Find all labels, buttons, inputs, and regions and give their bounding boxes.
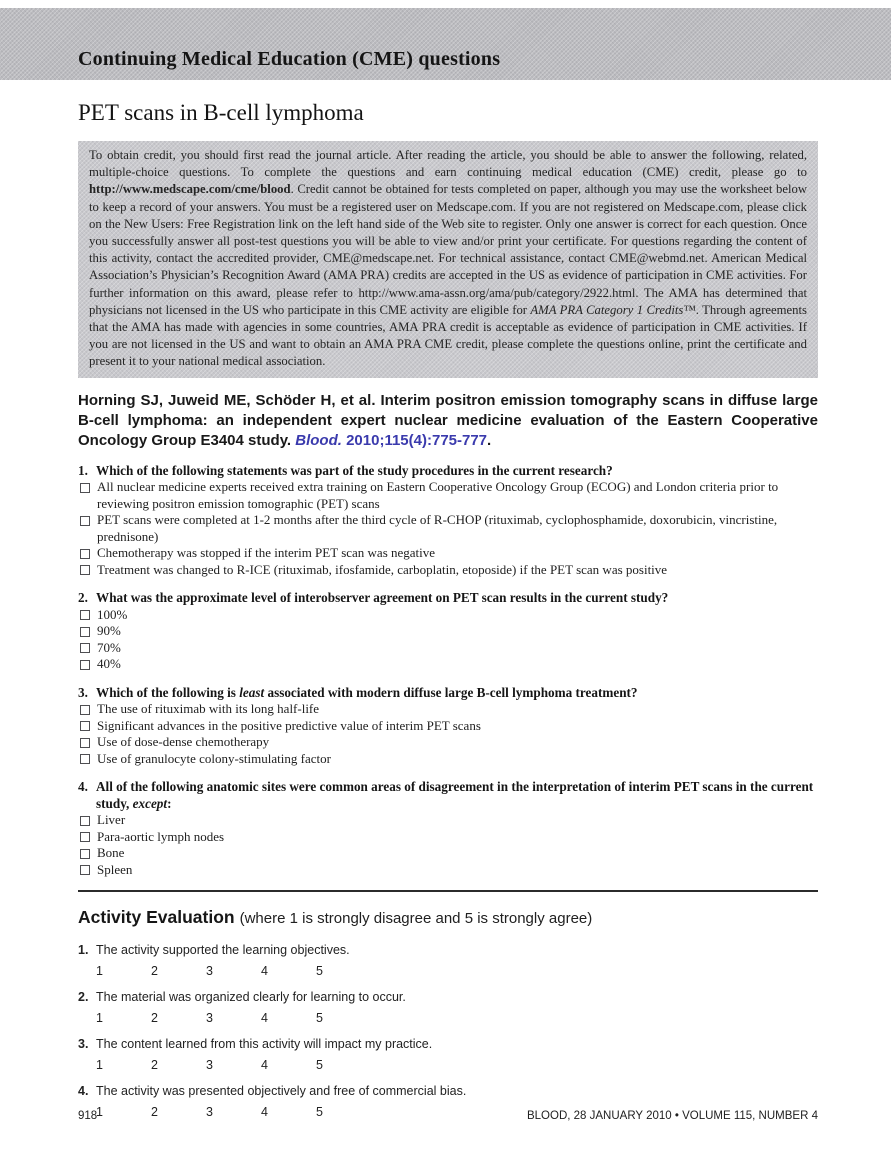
rating-option-3[interactable]: 3 [206,964,213,979]
cme-section-title: Continuing Medical Education (CME) questions [78,48,501,70]
evaluation-item-text: The material was organized clearly for learning to occur. [96,990,406,1005]
option-label: Liver [97,812,126,828]
page-number: 918 [78,1110,98,1122]
question-3-heading [78,685,818,702]
checkbox-icon[interactable] [80,738,90,748]
option-label: Use of granulocyte colony-stimulating factor [97,750,331,766]
question-3 [78,685,818,768]
rating-option-2[interactable]: 2 [151,1011,158,1026]
question-prompt: What was the approximate level of interobserver agreement on PET scan results in the current study? [96,590,669,606]
evaluation-item-2 [78,989,818,1026]
answer-option[interactable] [78,512,818,545]
checkbox-icon[interactable] [80,516,90,526]
option-label: Significant advances in the positive predictive value of interim PET scans [97,717,481,733]
activity-evaluation-title: Activity Evaluation [78,907,235,928]
rating-option-5[interactable]: 5 [316,1058,323,1073]
question-number: 3. [78,684,88,700]
answer-option[interactable] [78,829,818,846]
checkbox-icon[interactable] [80,832,90,842]
rating-option-2[interactable]: 2 [151,1105,158,1120]
option-label: Para-aortic lymph nodes [97,828,225,844]
medscape-cme-url: http://www.medscape.com/cme/blood [89,182,291,197]
rating-option-4[interactable]: 4 [261,1105,268,1120]
question-2-heading [78,590,818,607]
rating-scale [96,1010,818,1026]
rating-option-1[interactable]: 1 [96,964,103,979]
rating-option-5[interactable]: 5 [316,964,323,979]
instructions-text: . Credit cannot be obtained for tests completed on paper, although you may use the worksheet below to keep a record of your answers. You must be a registered user on Medscape.com. If you are not registered on Medscape.com, please click on the New Users: Free Registration link on the left hand side of the Web site to register. Only one answer is correct for each question. Once you successfully answer all post-test questions you will be able to view and/or print your certificate. For questions regarding the content of this activity, contact the accredited provider, CME@medscape.net. For technical assistance, contact CME@webmd.net. American Medical Association’s Physician’s Recognition Award (AMA PRA) credits are accepted in the US as evidence of participation in CME activities. For further information on this award, please refer to http://www.ama-assn.org/ama/pub/category/2922.html. The AMA has determined that physicians not licensed in the US who participate in this CME activity are eligible for [89,182,807,317]
rating-option-4[interactable]: 4 [261,1011,268,1026]
checkbox-icon[interactable] [80,660,90,670]
question-4 [78,779,818,878]
rating-option-1[interactable]: 1 [96,1058,103,1073]
checkbox-icon[interactable] [80,865,90,875]
evaluation-item-text: The activity supported the learning objectives. [96,943,350,958]
activity-evaluation-subtitle: (where 1 is strongly disagree and 5 is strongly agree) [239,910,593,928]
evaluation-item-number: 3. [78,1037,89,1052]
option-label: All nuclear medicine experts received extra training on Eastern Cooperative Oncology Group (ECOG) and London criteria prior to reviewing positron emission tomographic (PET) scans [97,479,779,511]
rating-option-2[interactable]: 2 [151,1058,158,1073]
question-2 [78,590,818,673]
citation-reference-link[interactable]: 2010;115(4):775-777 [341,431,488,449]
answer-option[interactable] [78,607,818,624]
citation-period: . [487,431,492,449]
rating-option-1[interactable]: 1 [96,1011,103,1026]
rating-option-1[interactable]: 1 [96,1105,103,1120]
evaluation-item-list [78,942,818,1120]
rating-option-4[interactable]: 4 [261,1058,268,1073]
journal-issue-info: BLOOD, 28 JANUARY 2010 • VOLUME 115, NUMBER 4 [526,1110,818,1122]
option-label: 100% [97,606,128,622]
evaluation-item-number: 4. [78,1084,89,1099]
answer-option[interactable] [78,545,818,562]
checkbox-icon[interactable] [80,483,90,493]
question-4-heading [78,779,818,812]
answer-option[interactable] [78,623,818,640]
option-label: Use of dose-dense chemotherapy [97,734,270,750]
option-label: Bone [97,845,125,861]
answer-option[interactable] [78,845,818,862]
option-label: 90% [97,623,121,639]
instructions-text: . Through agreements that the AMA has made with agencies in some countries, AMA PRA credit is acceptable as evidence of participation in CME activities. If you are not licensed in the US and want to obtain an AMA PRA CME credit, please complete the questions online, print the certificate and present it to your national medical association. [89,302,807,369]
section-divider [78,890,818,892]
answer-option[interactable] [78,751,818,768]
rating-option-3[interactable]: 3 [206,1058,213,1073]
rating-option-3[interactable]: 3 [206,1105,213,1120]
article-title: PET scans in B-cell lymphoma [78,100,364,125]
checkbox-icon[interactable] [80,610,90,620]
checkbox-icon[interactable] [80,816,90,826]
rating-option-3[interactable]: 3 [206,1011,213,1026]
activity-evaluation-section [78,907,818,1120]
rating-option-5[interactable]: 5 [316,1011,323,1026]
question-1 [78,463,818,579]
answer-option[interactable] [78,562,818,579]
option-label: 40% [97,656,121,672]
rating-option-4[interactable]: 4 [261,964,268,979]
instructions-text: To obtain credit, you should first read the journal article. After reading the article, you should be able to answer the following, related, multiple-choice questions. To complete the questions and earn continuing medical education (CME) credit, please go to [89,148,807,180]
rating-option-2[interactable]: 2 [151,964,158,979]
question-list [78,463,818,879]
rating-scale [96,1057,818,1073]
cme-header-band [0,8,891,80]
page-footer [78,1110,818,1122]
answer-option[interactable] [78,479,818,512]
option-label: 70% [97,639,121,655]
credit-instructions-box [78,141,818,378]
checkbox-icon[interactable] [80,549,90,559]
question-number: 1. [78,462,88,478]
evaluation-item-3 [78,1036,818,1073]
checkbox-icon[interactable] [80,627,90,637]
study-citation [78,391,818,451]
question-1-heading [78,463,818,480]
checkbox-icon[interactable] [80,721,90,731]
option-label: PET scans were completed at 1-2 months after the third cycle of R-CHOP (rituximab, cyclophosphamide, doxorubicin, vincristine, prednisone) [97,512,778,544]
answer-option[interactable] [78,656,818,673]
page-content [78,80,818,1130]
checkbox-icon[interactable] [80,849,90,859]
question-number: 4. [78,779,88,795]
ama-pra-credits-phrase: AMA PRA Category 1 Credits™ [530,302,696,317]
question-prompt: Which of the following statements was part of the study procedures in the current research? [96,462,613,478]
option-label: Chemotherapy was stopped if the interim PET scan was negative [97,545,436,561]
evaluation-item-text: The content learned from this activity will impact my practice. [96,1037,433,1052]
answer-option[interactable] [78,701,818,718]
option-label: Spleen [97,861,133,877]
journal-name-link[interactable]: Blood. [295,431,342,449]
option-label: Treatment was changed to R-ICE (rituximab, ifosfamide, carboplatin, etoposide) if the PET scan was positive [97,561,668,577]
rating-option-5[interactable]: 5 [316,1105,323,1120]
question-prompt: All of the following anatomic sites were common areas of disagreement in the interpretation of interim PET scans in the current study, except: [96,779,814,811]
evaluation-item-number: 2. [78,990,89,1005]
evaluation-item-text: The activity was presented objectively and free of commercial bias. [96,1084,467,1099]
checkbox-icon[interactable] [80,643,90,653]
checkbox-icon[interactable] [80,705,90,715]
answer-option[interactable] [78,734,818,751]
answer-option[interactable] [78,812,818,829]
rating-scale [96,963,818,979]
question-number: 2. [78,590,88,606]
evaluation-item-1 [78,942,818,979]
citation-authors-title: Horning SJ, Juweid ME, Schöder H, et al. Interim positron emission tomography scans in diffuse large B-cell lymphoma: an independent expert nuclear medicine evaluation of the Eastern Cooperative Oncology Group E3404 study. [78,391,818,449]
checkbox-icon[interactable] [80,565,90,575]
activity-evaluation-heading [78,907,818,928]
checkbox-icon[interactable] [80,754,90,764]
option-label: The use of rituximab with its long half-life [97,701,320,717]
answer-option[interactable] [78,862,818,879]
evaluation-item-number: 1. [78,943,89,958]
answer-option[interactable] [78,640,818,657]
question-prompt: Which of the following is least associated with modern diffuse large B-cell lymphoma treatment? [96,684,638,700]
answer-option[interactable] [78,718,818,735]
